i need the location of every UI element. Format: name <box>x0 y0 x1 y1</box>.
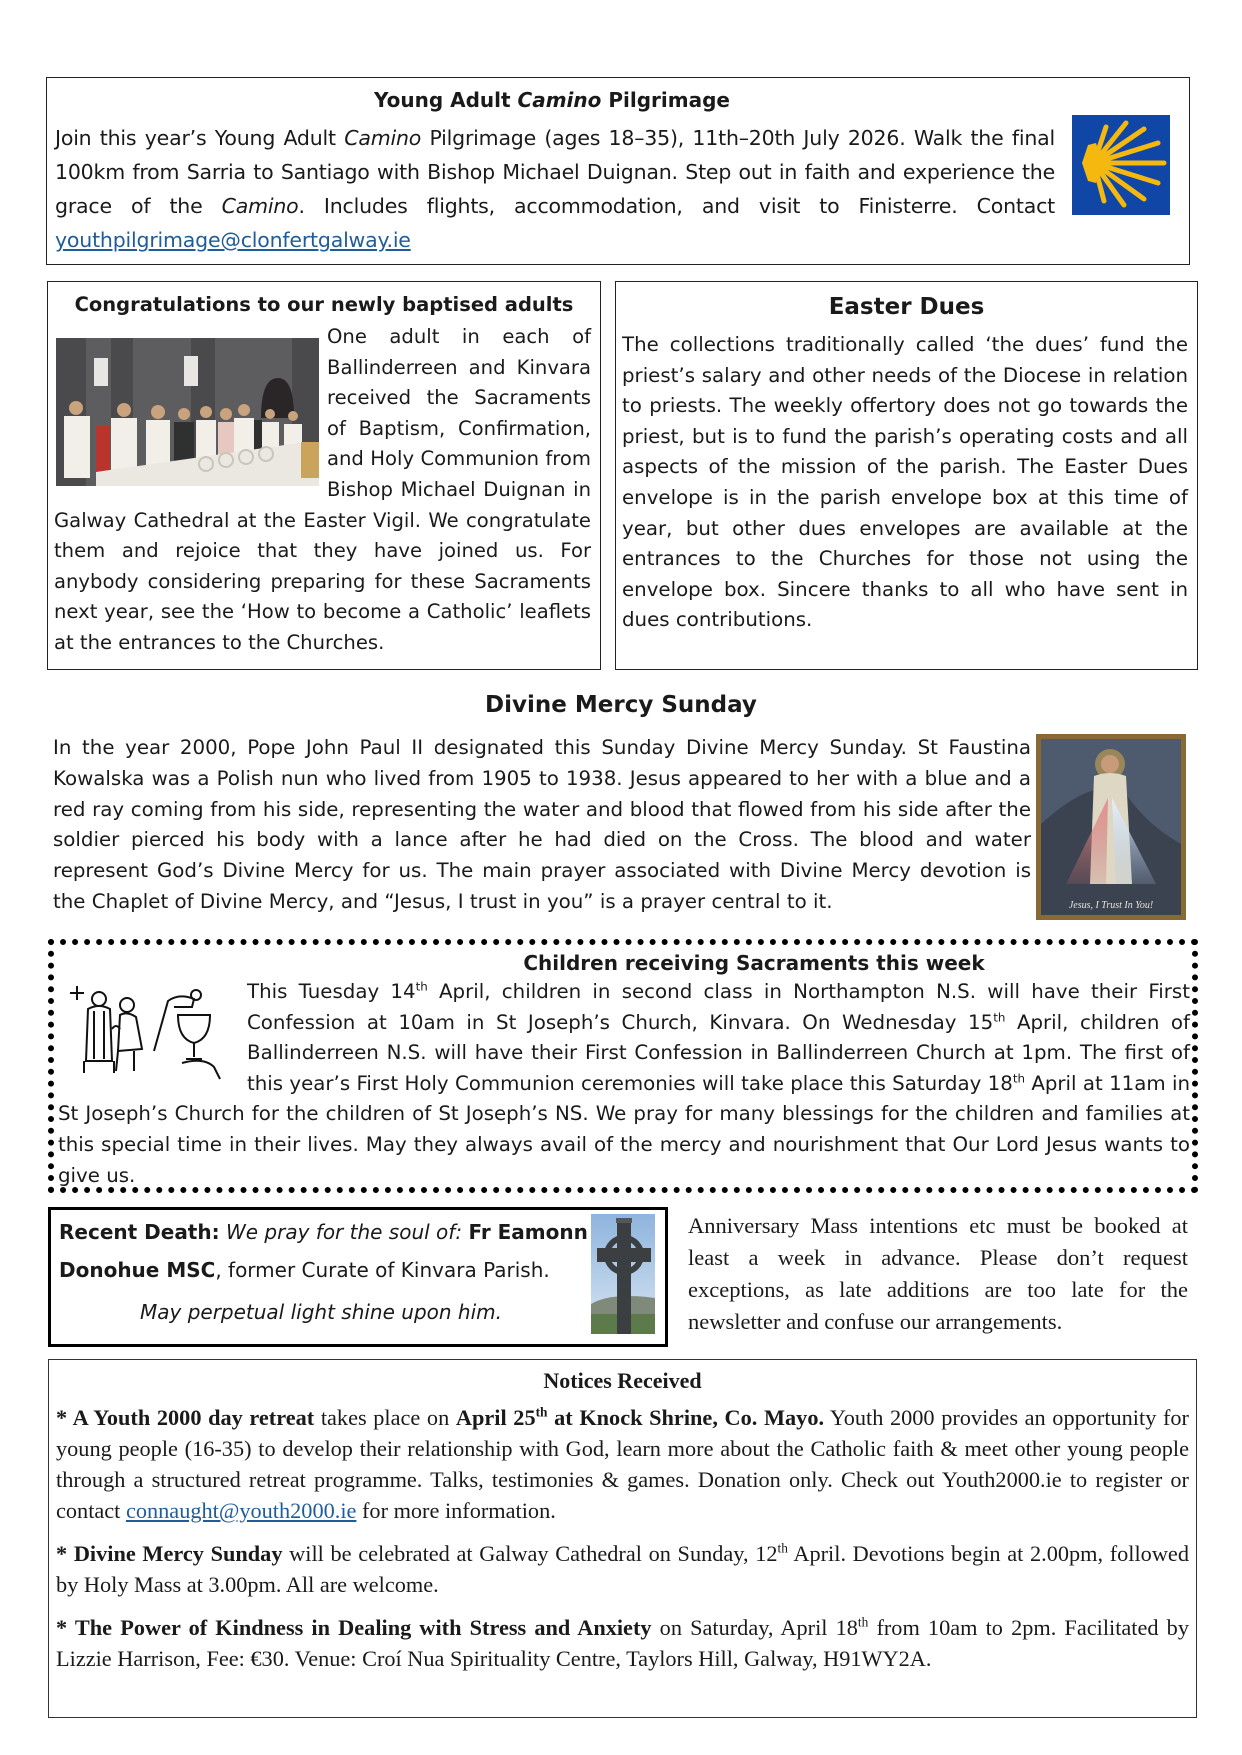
scallop-shell-icon <box>1072 115 1170 215</box>
celtic-cross-icon <box>591 1214 655 1334</box>
camino-title-italic: Camino <box>517 88 602 112</box>
baptised-body <box>54 322 591 659</box>
notice-heading: The Power of Kindness in Dealing with Stress and Anxiety <box>74 1615 652 1640</box>
notice-location: at Knock Shrine, Co. Mayo. <box>547 1405 825 1430</box>
recent-death-line-1 <box>59 1220 588 1244</box>
notice-date: April 25 <box>455 1405 536 1430</box>
divine-mercy-title: Divine Mercy Sunday <box>485 692 757 718</box>
notice-bullet: * <box>56 1541 74 1566</box>
children-sacraments-title: Children receiving Sacraments this week <box>523 951 985 975</box>
anniversary-mass-notice: Anniversary Mass intentions etc must be booked at least a week in advance. Please don’t request exceptions, as late additions are too late for the newsletter and confuse our arrangements. <box>688 1213 1188 1334</box>
baptism-ceremony-photo <box>56 338 319 486</box>
easter-dues-section <box>615 281 1198 670</box>
camino-title <box>47 88 1057 112</box>
ordinal-suffix: th <box>777 1540 788 1556</box>
children-sacraments-body <box>58 977 1190 1191</box>
children-text: April, children of Ballinderreen N.S. will have their First Confession in Ballinderreen Church at 1pm. The first of this year’s First Holy Communion ceremonies will take place this Saturday 18 <box>247 1010 1190 1095</box>
camino-body-text: . Includes flights, accommodation, and visit to Finisterre. Contact <box>298 194 1055 218</box>
baptised-title: Congratulations to our newly baptised adults <box>74 293 574 316</box>
notice-text: Youth 2000 provides an opportunity for young people (16-35) to develop their relationship with God, learn more about the Catholic faith & meet other young people through a structured retreat programme. Talks, testimonies & games. Donation only. Check out Youth2000.ie to register or contact <box>56 1405 1189 1523</box>
recent-death-line-2 <box>59 1258 550 1282</box>
easter-dues-body: The collections traditionally called ‘the dues’ fund the priest’s salary and other needs of the Diocese in relation to priests. The weekly offertory does not go towards the priest, but is to fund the parish’s operating costs and all aspects of the mission of the parish. The Easter Dues envelope is in the parish envelope box at this time of year, but other dues envelopes are available at the entrances to the Churches for those not using the envelope box. Sincere thanks to all who have sent in dues contributions. <box>622 333 1188 632</box>
camino-title-text-end: Pilgrimage <box>601 88 730 112</box>
notices-title: Notices Received <box>543 1368 702 1393</box>
notice-heading: A Youth 2000 day retreat <box>72 1405 315 1430</box>
notice-heading: Divine Mercy Sunday <box>73 1541 283 1566</box>
deceased-name: Donohue MSC <box>59 1258 216 1282</box>
notice-youth-2000 <box>56 1402 1189 1526</box>
children-text: April at 11am in St Joseph’s Church for the children of St Joseph’s NS. We pray for many blessings for the children and families at this special time in their lives. May they always avail of the mercy and nourishment that Our Lord Jesus wants to give us. <box>58 1071 1191 1187</box>
notice-text: April. Devotions begin at 2.00pm, followed by Holy Mass at 3.00pm. All are welcome. <box>56 1541 1189 1597</box>
notice-bullet: * <box>56 1405 73 1430</box>
confession-communion-icon <box>64 981 239 1081</box>
ordinal-suffix: th <box>993 1010 1006 1024</box>
notice-text: on Saturday, April 18 <box>651 1615 858 1640</box>
ordinal-suffix: th <box>535 1404 548 1420</box>
recent-death-section <box>48 1207 668 1347</box>
recent-death-blessing: May perpetual light shine upon him. <box>139 1300 502 1324</box>
notice-text: from 10am to 2pm. Facilitated by Lizzie Harrison, Fee: €30. Venue: Croí Nua Spirituality Centre, Taylors Hill, Galway, H91WY2A. <box>56 1615 1189 1671</box>
camino-body <box>55 121 1055 257</box>
notices-list <box>56 1402 1189 1686</box>
camino-pilgrimage-section <box>46 77 1190 265</box>
notice-text: will be celebrated at Galway Cathedral on Sunday, 12 <box>282 1541 778 1566</box>
notices-received-section <box>48 1359 1197 1718</box>
youth2000-email-link[interactable]: connaught@youth2000.ie <box>125 1498 357 1523</box>
notice-bullet: * <box>56 1615 75 1640</box>
ordinal-suffix: th <box>1012 1071 1025 1086</box>
notice-text: takes place on <box>314 1405 456 1430</box>
divine-mercy-image <box>1036 734 1186 920</box>
children-text: This Tuesday 14 <box>247 980 416 1003</box>
camino-body-text: Join this year’s Young Adult <box>55 126 345 150</box>
children-text: April, children in second class in Northampton N.S. will have their First Confession at 10am in St Joseph’s Church, Kinvara. On Wednesday 15 <box>247 980 1190 1034</box>
divine-mercy-caption: Jesus, I Trust In You! <box>1068 900 1154 911</box>
baptised-body-text: One adult in each of Ballinderreen and Kinvara received the Sacraments of Baptism, Confirmation, and Holy Communion from Bishop Michael Duignan in Galway Cathedral at the Easter Vigil. We congratulate them and rejoice that they have joined us. For anybody considering preparing for these Sacraments next year, see the ‘How to become a Catholic’ leaflets at the entrances to the Churches. <box>54 325 591 654</box>
children-sacraments-section <box>48 939 1198 1193</box>
camino-title-text: Young Adult <box>373 88 518 112</box>
notice-divine-mercy <box>56 1538 1189 1600</box>
recent-death-label: Recent Death: <box>59 1220 220 1244</box>
camino-italic: Camino <box>221 194 299 218</box>
baptised-adults-section <box>47 281 601 670</box>
notice-power-of-kindness <box>56 1612 1189 1674</box>
divine-mercy-body: In the year 2000, Pope John Paul II designated this Sunday Divine Mercy Sunday. St Faustina Kowalska was a Polish nun who lived from 1905 to 1938. Jesus appeared to her with a blue and a red ray coming from his side, representing the water and blood that flowed from his side after the soldier pierced his body with a lance after he had died on the Cross. The blood and water represent God’s Divine Mercy for us. The main prayer associated with Divine Mercy devotion is the Chaplet of Divine Mercy, and “Jesus, I trust in you” is a prayer central to it. <box>53 736 1031 913</box>
ordinal-suffix: th <box>415 979 428 994</box>
easter-dues-title: Easter Dues <box>828 294 985 320</box>
camino-body-text: Pilgrimage (ages 18–35), 11th–20th July 2026. Walk the final 100km from Sarria to Santiago with Bishop Michael Duignan. Step out in faith and experience the grace of the <box>55 126 1056 218</box>
recent-death-prayer: We pray for the soul of: <box>225 1220 463 1244</box>
ordinal-suffix: th <box>857 1614 869 1630</box>
camino-email-link[interactable]: youthpilgrimage@clonfertgalway.ie <box>55 228 411 252</box>
notice-text: for more information. <box>356 1498 556 1523</box>
deceased-role: , former Curate of Kinvara Parish. <box>215 1258 550 1282</box>
deceased-name: Fr Eamonn <box>468 1220 588 1244</box>
camino-italic: Camino <box>344 126 422 150</box>
